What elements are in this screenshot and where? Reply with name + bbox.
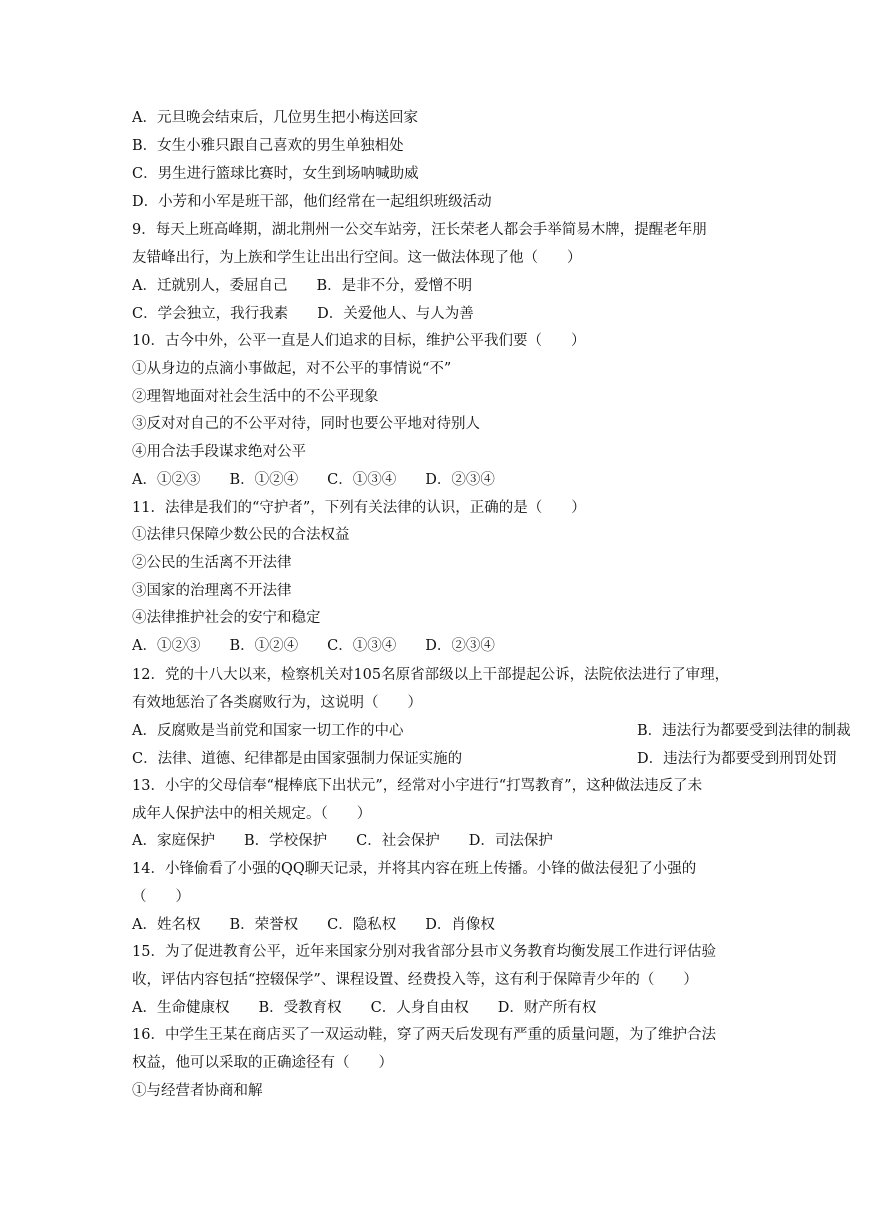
- q12-stem-line-1: 12．党的十八大以来，检察机关对105名原省部级以上干部提起公诉，法院依法进行了审理，: [132, 667, 730, 683]
- q11-statement-2: ②公民的生活离不开法律: [132, 555, 292, 571]
- q10-statement-4: ④用合法手段谋求绝对公平: [132, 444, 306, 460]
- q11-statement-4: ④法律推护社会的安宁和稳定: [132, 610, 321, 626]
- q11-statement-1: ①法律只保障少数公民的合法权益: [132, 527, 350, 543]
- q10-statement-3: ③反对对自己的不公平对待，同时也要公平地对待别人: [132, 416, 480, 432]
- q16-statement-1: ①与经营者协商和解: [132, 1083, 263, 1099]
- q8-option-c: C．男生进行篮球比赛时，女生到场呐喊助威: [132, 166, 419, 182]
- q15-stem-line-1: 15．为了促进教育公平，近年来国家分别对我省部分县市义务教育均衡发展工作进行评估验: [132, 944, 716, 960]
- q9-options-ab: A．迁就别人，委屈自己 B．是非不分，爱憎不明: [132, 278, 473, 294]
- q11-options: A．①②③ B．①②④ C．①③④ D．②③④: [132, 638, 495, 654]
- q12-option-c: C．法律、道德、纪律都是由国家强制力保证实施的: [132, 751, 463, 767]
- q8-option-d: D．小芳和小军是班干部，他们经常在一起组织班级活动: [132, 194, 492, 210]
- q15-stem-line-2: 收，评估内容包括“控辍保学”、课程设置、经费投入等，这有利于保障青少年的（ ）: [132, 972, 698, 988]
- q9-stem-line-1: 9．每天上班高峰期，湖北荆州一公交车站旁，汪长荣老人都会手举简易木牌，提醒老年朋: [132, 222, 707, 238]
- q11-stem: 11．法律是我们的“守护者”，下列有关法律的认识，正确的是（ ）: [132, 500, 586, 516]
- q14-stem-line-1: 14．小锋偷看了小强的QQ聊天记录，并将其内容在班上传播。小锋的做法侵犯了小强的: [132, 861, 697, 877]
- q9-stem-line-2: 友错峰出行，为上族和学生让出出行空间。这一做法体现了他（ ）: [132, 250, 582, 266]
- q10-options: A．①②③ B．①②④ C．①③④ D．②③④: [132, 472, 495, 488]
- q13-options: A．家庭保护 B．学校保护 C．社会保护 D．司法保护: [132, 833, 553, 849]
- q15-options: A．生命健康权 B．受教育权 C．人身自由权 D．财产所有权: [132, 1000, 597, 1016]
- q12-option-d: D．违法行为都要受到刑罚处罚: [637, 751, 838, 767]
- q12-option-b: B．违法行为都要受到法律的制裁: [637, 723, 851, 739]
- q8-option-a: A．元旦晚会结束后，几位男生把小梅送回家: [132, 110, 418, 126]
- q10-statement-2: ②理智地面对社会生活中的不公平现象: [132, 389, 379, 405]
- q16-stem-line-1: 16．中学生王某在商店买了一双运动鞋，穿了两天后发现有严重的质量问题，为了维护合法: [132, 1027, 716, 1043]
- q13-stem-line-2: 成年人保护法中的相关规定。（ ）: [132, 806, 372, 822]
- q13-stem-line-1: 13．小宇的父母信奉“棍棒底下出状元”，经常对小宇进行“打骂教育”，这种做法违反了未: [132, 778, 703, 794]
- q16-stem-line-2: 权益，他可以采取的正确途径有（ ）: [132, 1055, 393, 1071]
- q12-option-a: A．反腐败是当前党和国家一切工作的中心: [132, 723, 404, 739]
- q9-options-cd: C．学会独立，我行我素 D．关爱他人、与人为善: [132, 306, 474, 322]
- q8-option-b: B．女生小雅只跟自己喜欢的男生单独相处: [132, 138, 404, 154]
- q14-stem-line-2: （ ）: [132, 889, 190, 905]
- q11-statement-3: ③国家的治理离不开法律: [132, 583, 292, 599]
- q10-statement-1: ①从身边的点滴小事做起，对不公平的事情说“不”: [132, 361, 452, 377]
- q12-options-cd: [132, 749, 838, 769]
- q12-options-ab: [132, 721, 851, 741]
- q10-stem: 10．古今中外，公平一直是人们追求的目标，维护公平我们要（ ）: [132, 333, 586, 349]
- q12-stem-line-2: 有效地惩治了各类腐败行为，这说明（ ）: [132, 695, 422, 711]
- q14-options: A．姓名权 B．荣誉权 C．隐私权 D．肖像权: [132, 917, 495, 933]
